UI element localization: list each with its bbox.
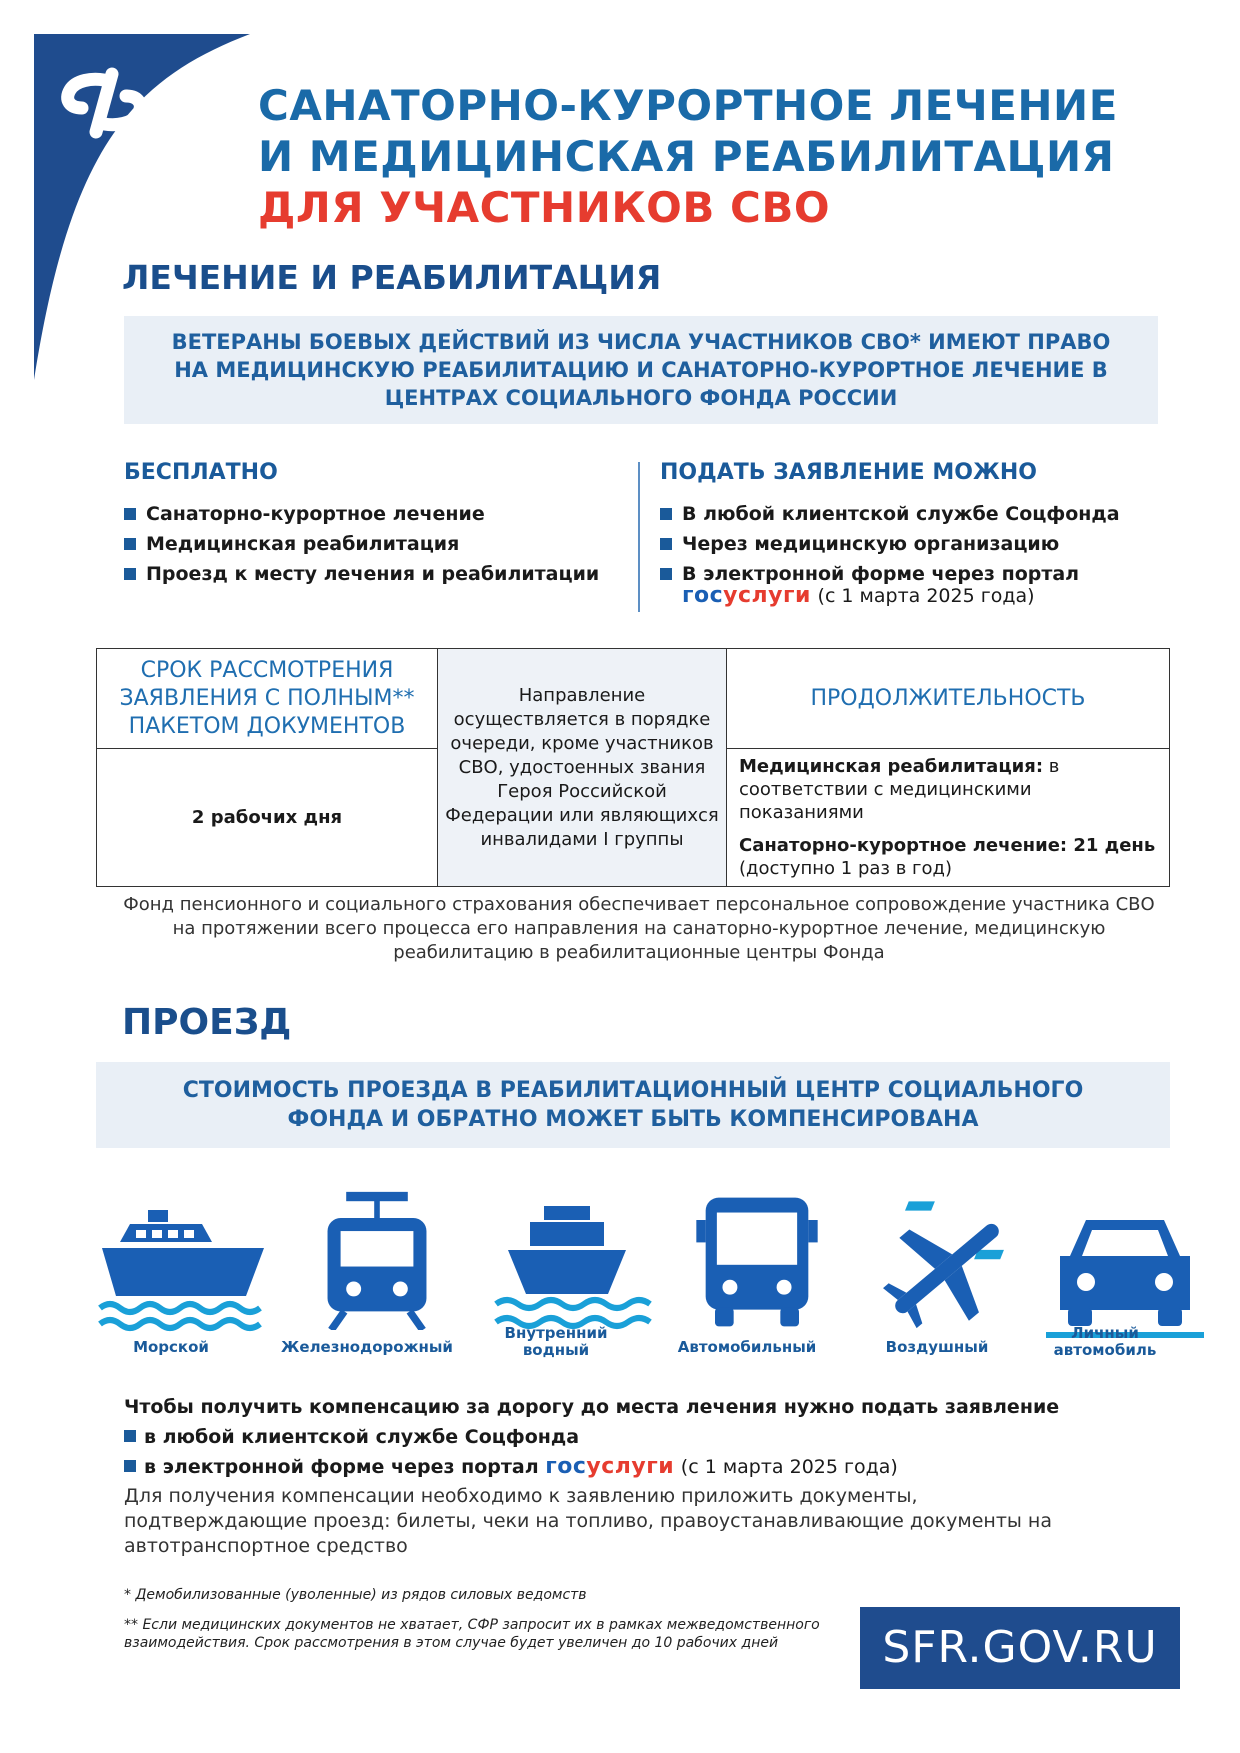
transport-label-inland-water: Внутренний водный: [504, 1324, 608, 1359]
apply-date-note: (с 1 марта 2025 года): [817, 585, 1035, 607]
list-item: В электронной форме через портал госуслуги (с 1 марта 2025 года): [660, 563, 1180, 607]
list-item: в электронной форме через портал госуслуги (с 1 марта 2025 года): [124, 1452, 1174, 1482]
duration-text-cell: Медицинская реабилитация: в соответствии с медицинскими показаниями Санаторно-курортное лечение: 21 день (доступно 1 раз в год): [727, 749, 1170, 887]
travel-band: СТОИМОСТЬ ПРОЕЗДА В РЕАБИЛИТАЦИОННЫЙ ЦЕНТР СОЦИАЛЬНОГО ФОНДА И ОБРАТНО МОЖЕТ БЫТЬ КОМПЕНСИРОВАНА: [96, 1062, 1170, 1148]
list-item: Проезд к месту лечения и реабилитации: [124, 563, 624, 585]
treatment-band: ВЕТЕРАНЫ БОЕВЫХ ДЕЙСТВИЙ ИЗ ЧИСЛА УЧАСТНИКОВ СВО* ИМЕЮТ ПРАВО НА МЕДИЦИНСКУЮ РЕАБИЛИТАЦИЮ И САНАТОРНО-КУРОРТНОЕ ЛЕЧЕНИЕ В ЦЕНТРАХ СОЦИАЛЬНОГО ФОНДА РОССИИ: [124, 316, 1158, 424]
review-header-cell: СРОК РАССМОТРЕНИЯ ЗАЯВЛЕНИЯ С ПОЛНЫМ** ПАКЕТОМ ДОКУМЕНТОВ: [97, 649, 438, 749]
gosuslugi-logo: госуслуги: [682, 583, 811, 608]
duration-header-cell: ПРОДОЛЖИТЕЛЬНОСТЬ: [727, 649, 1170, 749]
transport-label-road: Автомобильный: [677, 1338, 817, 1356]
ship-icon: [96, 1200, 266, 1340]
car-icon: [1040, 1200, 1210, 1340]
apply-column: [660, 460, 1180, 615]
list-item: Медицинская реабилитация: [124, 533, 624, 555]
free-title: БЕСПЛАТНО: [124, 460, 278, 485]
transport-label-air: Воздушный: [885, 1338, 989, 1356]
free-column: [124, 460, 624, 593]
info-table: [96, 648, 1170, 887]
support-note: Фонд пенсионного и социального страхования обеспечивает персональное сопровождение участника СВО на протяжении всего процесса его направления на санаторно-курортное лечение, медицинскую реабилитацию в реабилитационные центры Фонда: [123, 894, 1155, 963]
column-divider: [638, 462, 640, 612]
list-item: Через медицинскую организацию: [660, 533, 1180, 555]
list-item: Санаторно-курортное лечение: [124, 503, 624, 525]
boat-icon: [482, 1200, 652, 1340]
title-line-1: САНАТОРНО-КУРОРТНОЕ ЛЕЧЕНИЕ: [258, 81, 1118, 130]
transport-label-sea: Морской: [133, 1338, 209, 1356]
treatment-heading: ЛЕЧЕНИЕ И РЕАБИЛИТАЦИЯ: [122, 258, 662, 297]
sfr-logo-icon: [52, 62, 156, 142]
review-value-cell: 2 рабочих дня: [97, 749, 438, 887]
docs-note: Для получения компенсации необходимо к заявлению приложить документы, подтверждающие проезд: билеты, чеки на топливо, правоустанавливающие документы на автотранспортное средство: [124, 1485, 1052, 1557]
compensation-section: [124, 1392, 1174, 1559]
bus-icon: [672, 1192, 842, 1332]
page-title: [258, 80, 1208, 233]
transport-label-rail: Железнодорожный: [281, 1338, 453, 1356]
transport-label-car: Личный автомобиль: [1053, 1324, 1157, 1359]
compensation-intro: Чтобы получить компенсацию за дорогу до места лечения нужно подать заявление: [124, 1396, 1060, 1418]
list-item: в любой клиентской службе Соцфонда: [124, 1422, 1174, 1452]
tram-icon: [292, 1190, 462, 1330]
gosuslugi-logo: госуслуги: [545, 1454, 675, 1479]
site-url: SFR.GOV.RU: [860, 1607, 1180, 1689]
title-line-3: ДЛЯ УЧАСТНИКОВ СВО: [258, 183, 831, 232]
middle-cell: Направление осуществляется в порядке очереди, кроме участников СВО, удостоенных звания Героя Российской Федерации или являющихся инвалидами I группы: [438, 649, 727, 887]
apply-title: ПОДАТЬ ЗАЯВЛЕНИЕ МОЖНО: [660, 460, 1037, 485]
list-item: В любой клиентской службе Соцфонда: [660, 503, 1180, 525]
travel-heading: ПРОЕЗД: [122, 1002, 292, 1043]
airplane-icon: [862, 1192, 1032, 1332]
footnote-2: ** Если медицинских документов не хватает, СФР запросит их в рамках межведомственного взаимодействия. Срок рассмотрения в этом случае будет увеличен до 10 рабочих дней: [124, 1617, 820, 1651]
title-line-2: И МЕДИЦИНСКАЯ РЕАБИЛИТАЦИЯ: [258, 132, 1115, 181]
footnote-1: * Демобилизованные (уволенные) из рядов силовых ведомств: [124, 1587, 587, 1603]
